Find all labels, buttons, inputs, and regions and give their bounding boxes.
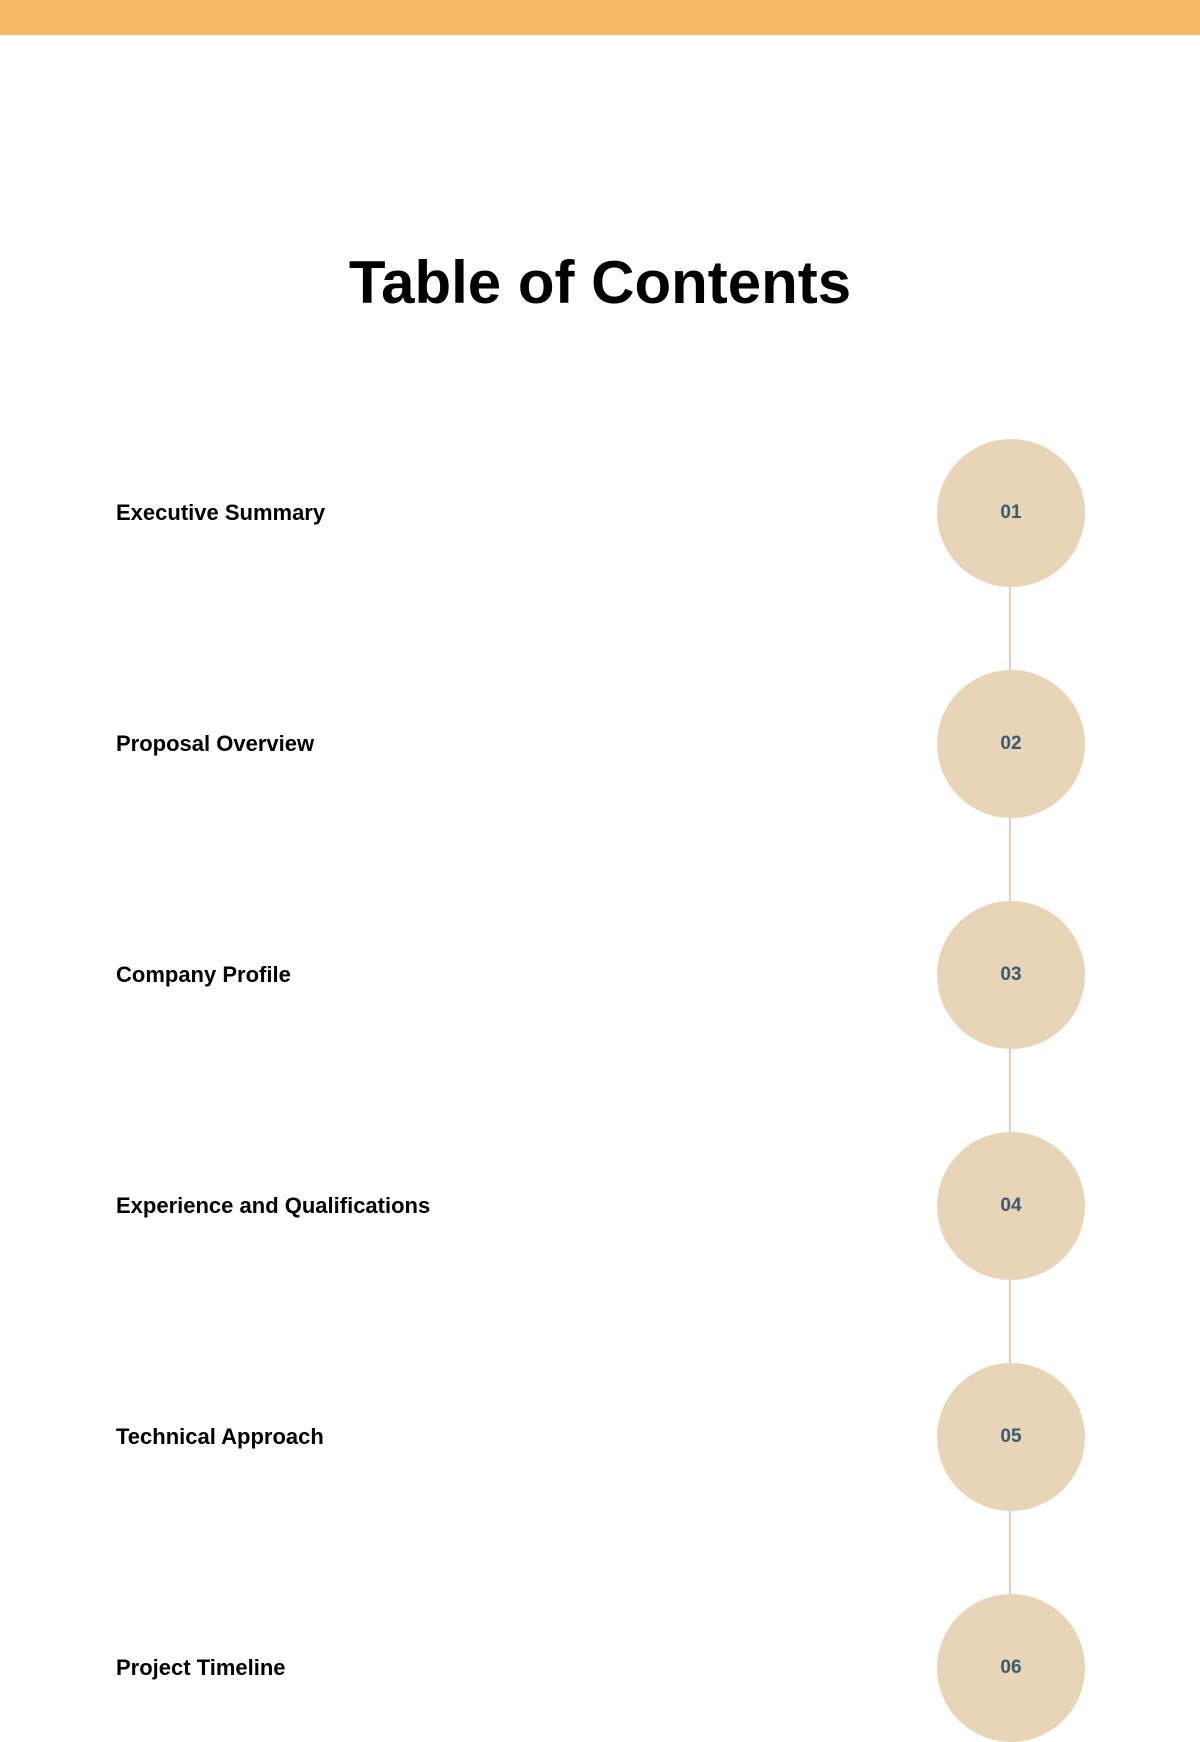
connector-line (1009, 1511, 1011, 1595)
toc-item[interactable] (0, 1363, 1200, 1511)
toc-item-label: Proposal Overview (116, 731, 315, 756)
toc-item-number: 05 (937, 1363, 1085, 1511)
page-title: Table of Contents (348, 249, 852, 316)
toc-item-label: Experience and Qualifications (116, 1193, 431, 1218)
connector-line (1009, 818, 1011, 902)
toc-item-label: Project Timeline (116, 1655, 286, 1680)
toc-item-label: Company Profile (116, 962, 291, 987)
toc-item[interactable] (0, 670, 1200, 818)
toc-item[interactable] (0, 1132, 1200, 1280)
toc-item-label: Technical Approach (116, 1424, 324, 1449)
toc-item[interactable] (0, 901, 1200, 1049)
toc-item-number: 06 (937, 1594, 1085, 1742)
toc-item[interactable] (0, 1594, 1200, 1742)
connector-line (1009, 1049, 1011, 1133)
toc-item-number: 04 (937, 1132, 1085, 1280)
toc-item-label: Executive Summary (116, 500, 326, 525)
top-accent-bar (0, 0, 1200, 35)
toc-item[interactable] (0, 439, 1200, 587)
toc-item-number: 01 (937, 439, 1085, 587)
toc-item-number: 03 (937, 901, 1085, 1049)
connector-line (1009, 1280, 1011, 1364)
toc-item-number: 02 (937, 670, 1085, 818)
connector-line (1009, 587, 1011, 671)
